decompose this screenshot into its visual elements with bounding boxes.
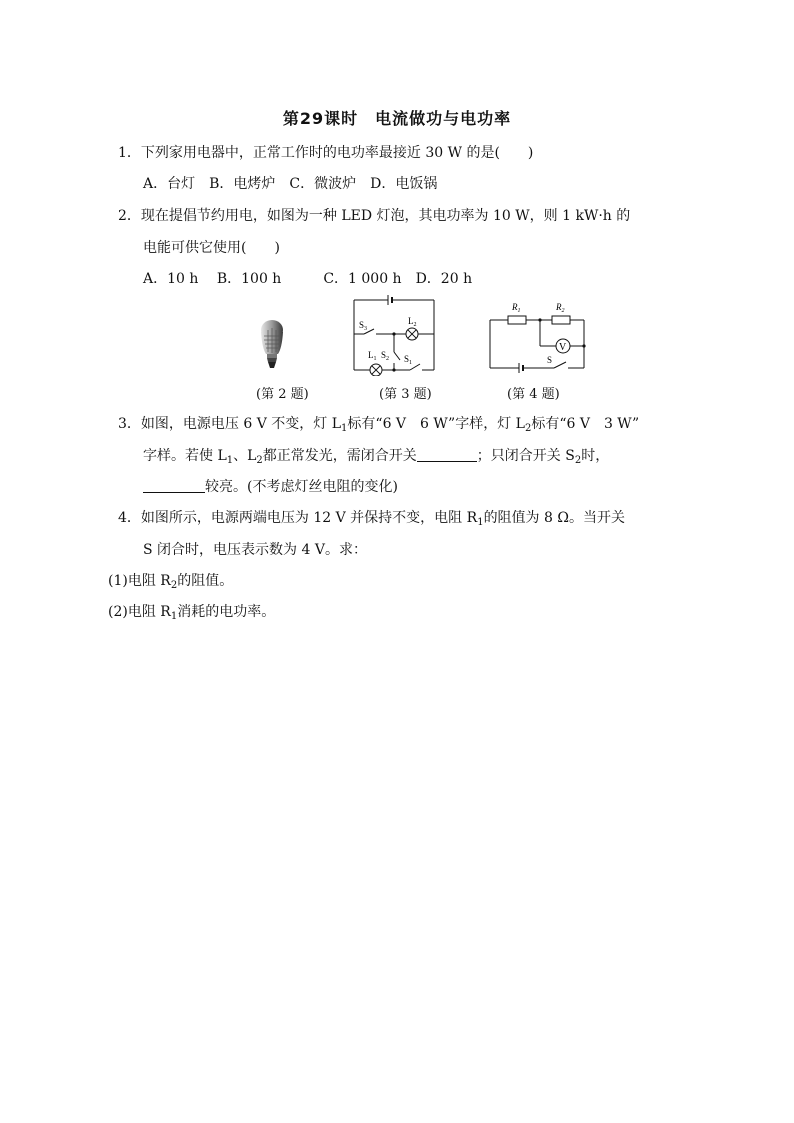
fig3-s2-label: $S_2$ (381, 350, 390, 362)
fig4-r1-label: $R_1$ (512, 302, 521, 314)
q2-options: A．10 h B．100 h C．1 000 h D．20 h (143, 271, 473, 287)
q4-part2: (2)电阻 $R_1$消耗的电功率。 (108, 604, 276, 622)
q3-answer-blank-1[interactable] (417, 447, 477, 462)
q4-line1: 4．如图所示，电源两端电压为 12 V 并保持不变，电阻 $R_1$的阻值为 8 Ω。当开关 (118, 510, 625, 528)
q4-part1: (1)电阻 $R_2$的阻值。 (108, 573, 234, 591)
q3-line3: 较亮。(不考虑灯丝电阻的变化) (143, 477, 398, 497)
q2-stem-line1: 2．现在提倡节约用电，如图为一种 LED 灯泡，其电功率为 10 W，则 1 kW·h 的 (118, 208, 631, 224)
fig2-caption: (第 2 题) (256, 387, 309, 402)
fig3-caption: (第 3 题) (379, 387, 432, 402)
q3-answer-blank-2[interactable] (143, 478, 205, 493)
q2-stem-line2: 电能可供它使用( ) (143, 240, 280, 256)
fig3-l1-label: $L_1$ (368, 350, 377, 362)
page-title: 第29课时 电流做功与电功率 (282, 109, 512, 128)
q1-stem: 1．下列家用电器中，正常工作时的电功率最接近 30 W 的是( ) (118, 145, 534, 161)
led-bulb-figure (250, 318, 294, 374)
fig3-s1-label: $S_1$ (404, 354, 413, 366)
q3-line2: 字样。若使 $L_1$、$L_2$都正常发光，需闭合开关 ；只闭合开关 $S_2$时， (143, 448, 610, 466)
fig4-s-label: S (547, 355, 553, 365)
fig4-voltmeter-label: V (559, 342, 567, 353)
q1-options: A．台灯 B．电烤炉 C．微波炉 D．电饭锅 (143, 176, 438, 192)
q4-line2: S 闭合时，电压表示数为 4 V。求： (143, 542, 367, 558)
fig3-l2-label: $L_2$ (408, 316, 417, 328)
fig4-r2-label: $R_2$ (556, 302, 565, 314)
fig3-circuit-diagram (348, 292, 440, 376)
fig4-caption: (第 4 题) (507, 387, 560, 402)
fig4-circuit-diagram (486, 298, 586, 374)
q3-line1: 3．如图，电源电压 6 V 不变，灯 $L_1$标有“6 V 6 W”字样，灯 $L_2$标有“6 V 3 W” (118, 416, 640, 434)
fig3-s3-label: $S_3$ (359, 320, 368, 332)
